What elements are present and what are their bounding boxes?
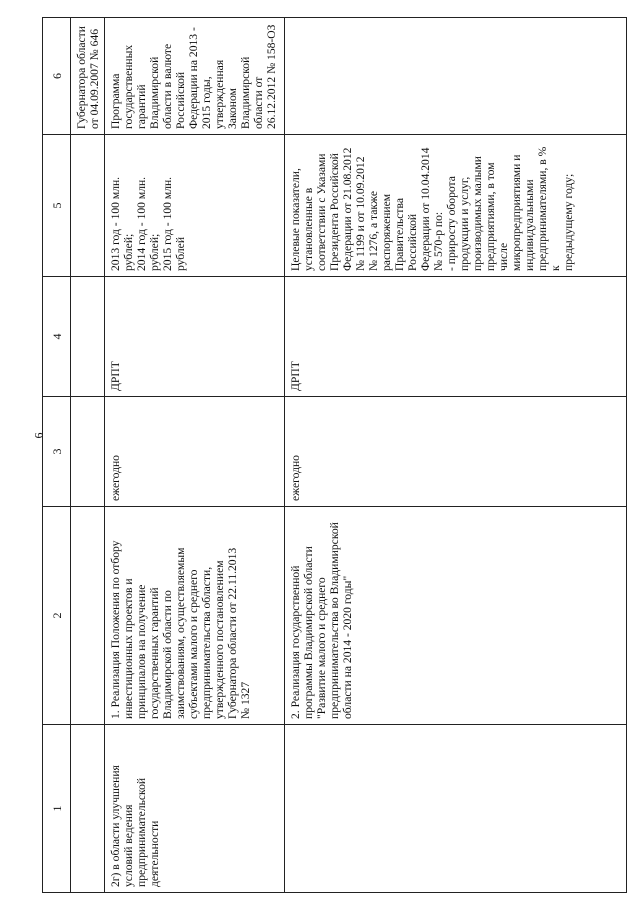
continuation-cell-6: Губернатора области от 04.09.2007 № 646 — [71, 18, 105, 135]
direction-cell — [285, 725, 627, 893]
continuation-cell-1 — [71, 725, 105, 893]
document-table — [42, 17, 627, 893]
rotated-table-wrapper — [42, 18, 627, 893]
continuation-cell-5 — [71, 135, 105, 277]
measure-cell: 1. Реализация Положения по отбору инвестиционных проектов и принципалов на получение государственных гарантий Владимирской области по заимствованиям, осуществляемым субъектами малого и среднего предпринимательства области, утвержденного постановлением Губернатора области от 22.11.2013 № 1327 — [105, 507, 285, 725]
header-cell-1: 1 — [43, 725, 71, 893]
continuation-cell-3 — [71, 397, 105, 507]
header-cell-5: 5 — [43, 135, 71, 277]
header-cell-3: 3 — [43, 397, 71, 507]
table-row — [105, 18, 285, 893]
measure-cell: 2. Реализация государственной программы Владимирской области "Развитие малого и среднего предпринимательства во Владимирской области на 2014 - 2020 годы" — [285, 507, 627, 725]
direction-cell: 2г) в области улучшения условий ведения предпринимательской деятельности — [105, 725, 285, 893]
term-cell: ежегодно — [105, 397, 285, 507]
continuation-cell-2 — [71, 507, 105, 725]
term-cell: ежегодно — [285, 397, 627, 507]
header-cell-4: 4 — [43, 277, 71, 397]
page-number: 6 — [31, 432, 46, 439]
table-row — [285, 18, 627, 893]
continuation-row — [71, 18, 105, 893]
indicator-cell: Целевые показатели, установленные в соответствии с Указами Президента Российской Федерации от 21.08.2012 № 1199 и от 10.09.2012 № 1276, а также распоряжением Правительства Российской Федерации от 10.04.2014 № 570-р по: - приросту оборота продукции и услуг, производимых малыми предприятиями, в том числе микропредприятиями и индивидуальными предпринимателями, в % к предыдущему году; — [285, 135, 627, 277]
document-cell: Программа государственных гарантий Владимирской области в валюте Российской Федерации на 2013 - 2015 годы, утвержденная Законом Владимирской области от 26.12.2012 № 158-ОЗ — [105, 18, 285, 135]
responsible-cell: ДРПТ — [285, 277, 627, 397]
continuation-cell-4 — [71, 277, 105, 397]
responsible-cell: ДРПТ — [105, 277, 285, 397]
document-cell — [285, 18, 627, 135]
indicator-cell: 2013 год - 100 млн. рублей; 2014 год - 100 млн. рублей; 2015 год - 100 млн. рублей — [105, 135, 285, 277]
header-cell-2: 2 — [43, 507, 71, 725]
header-row — [43, 18, 71, 893]
header-cell-6: 6 — [43, 18, 71, 135]
